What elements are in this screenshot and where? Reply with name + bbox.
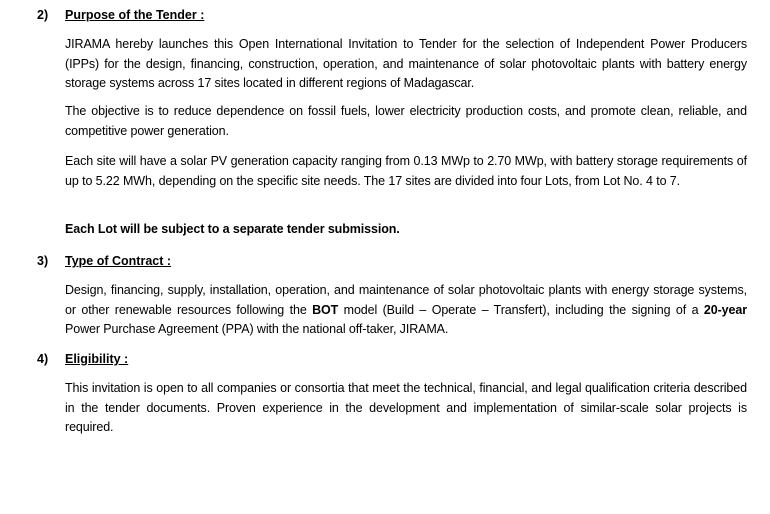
purpose-paragraph-3: Each site will have a solar PV generation capacity ranging from 0.13 MWp to 2.70 MWp, with battery storage requirements of up to 5.22 MWh, depending on the specific site needs. The 17 sites are divided into four Lots, from Lot No. 4 to 7. — [65, 154, 747, 188]
contract-model-bold: BOT — [312, 302, 339, 317]
section-2-heading — [37, 7, 204, 23]
section-number: 3) — [37, 254, 49, 268]
section-4-heading — [37, 351, 128, 367]
contract-text-part: Design, financing, supply, installation, operation, and maintenance of solar photovoltaic plants with energy storage systems, or other renewable resources following the — [65, 283, 747, 317]
section-number: 4) — [37, 352, 49, 366]
contract-text-part: Power Purchase Agreement (PPA) with the national off-taker, JIRAMA. — [65, 322, 449, 336]
section-title: Purpose of the Tender : — [65, 8, 205, 22]
purpose-paragraph-4: Each Lot will be subject to a separate tender submission. — [65, 222, 400, 236]
eligibility-paragraph: This invitation is open to all companies or consortia that meet the technical, financial, and legal qualification criteria described in the tender documents. Proven experience in the development and implementation of similar-scale solar projects is required. — [65, 381, 747, 434]
purpose-paragraph-1: JIRAMA hereby launches this Open International Invitation to Tender for the selection of Independent Power Producers (IPPs) for the design, financing, construction, operation, and maintenance of solar photovoltaic plants with battery energy storage systems across 17 sites located in different regions of Madagascar. — [65, 37, 747, 90]
purpose-paragraph-2: The objective is to reduce dependence on fossil fuels, lower electricity production costs, and promote clean, reliable, and competitive power generation. — [65, 104, 747, 138]
section-title: Type of Contract : — [65, 254, 172, 268]
section-title: Eligibility : — [65, 352, 129, 366]
section-number: 2) — [37, 8, 49, 22]
contract-paragraph — [65, 281, 747, 340]
contract-term-bold: 20-year — [703, 302, 747, 317]
section-3-heading — [37, 253, 171, 269]
contract-text-part: model (Build – Operate – Transfert), including the signing of a — [338, 302, 704, 317]
